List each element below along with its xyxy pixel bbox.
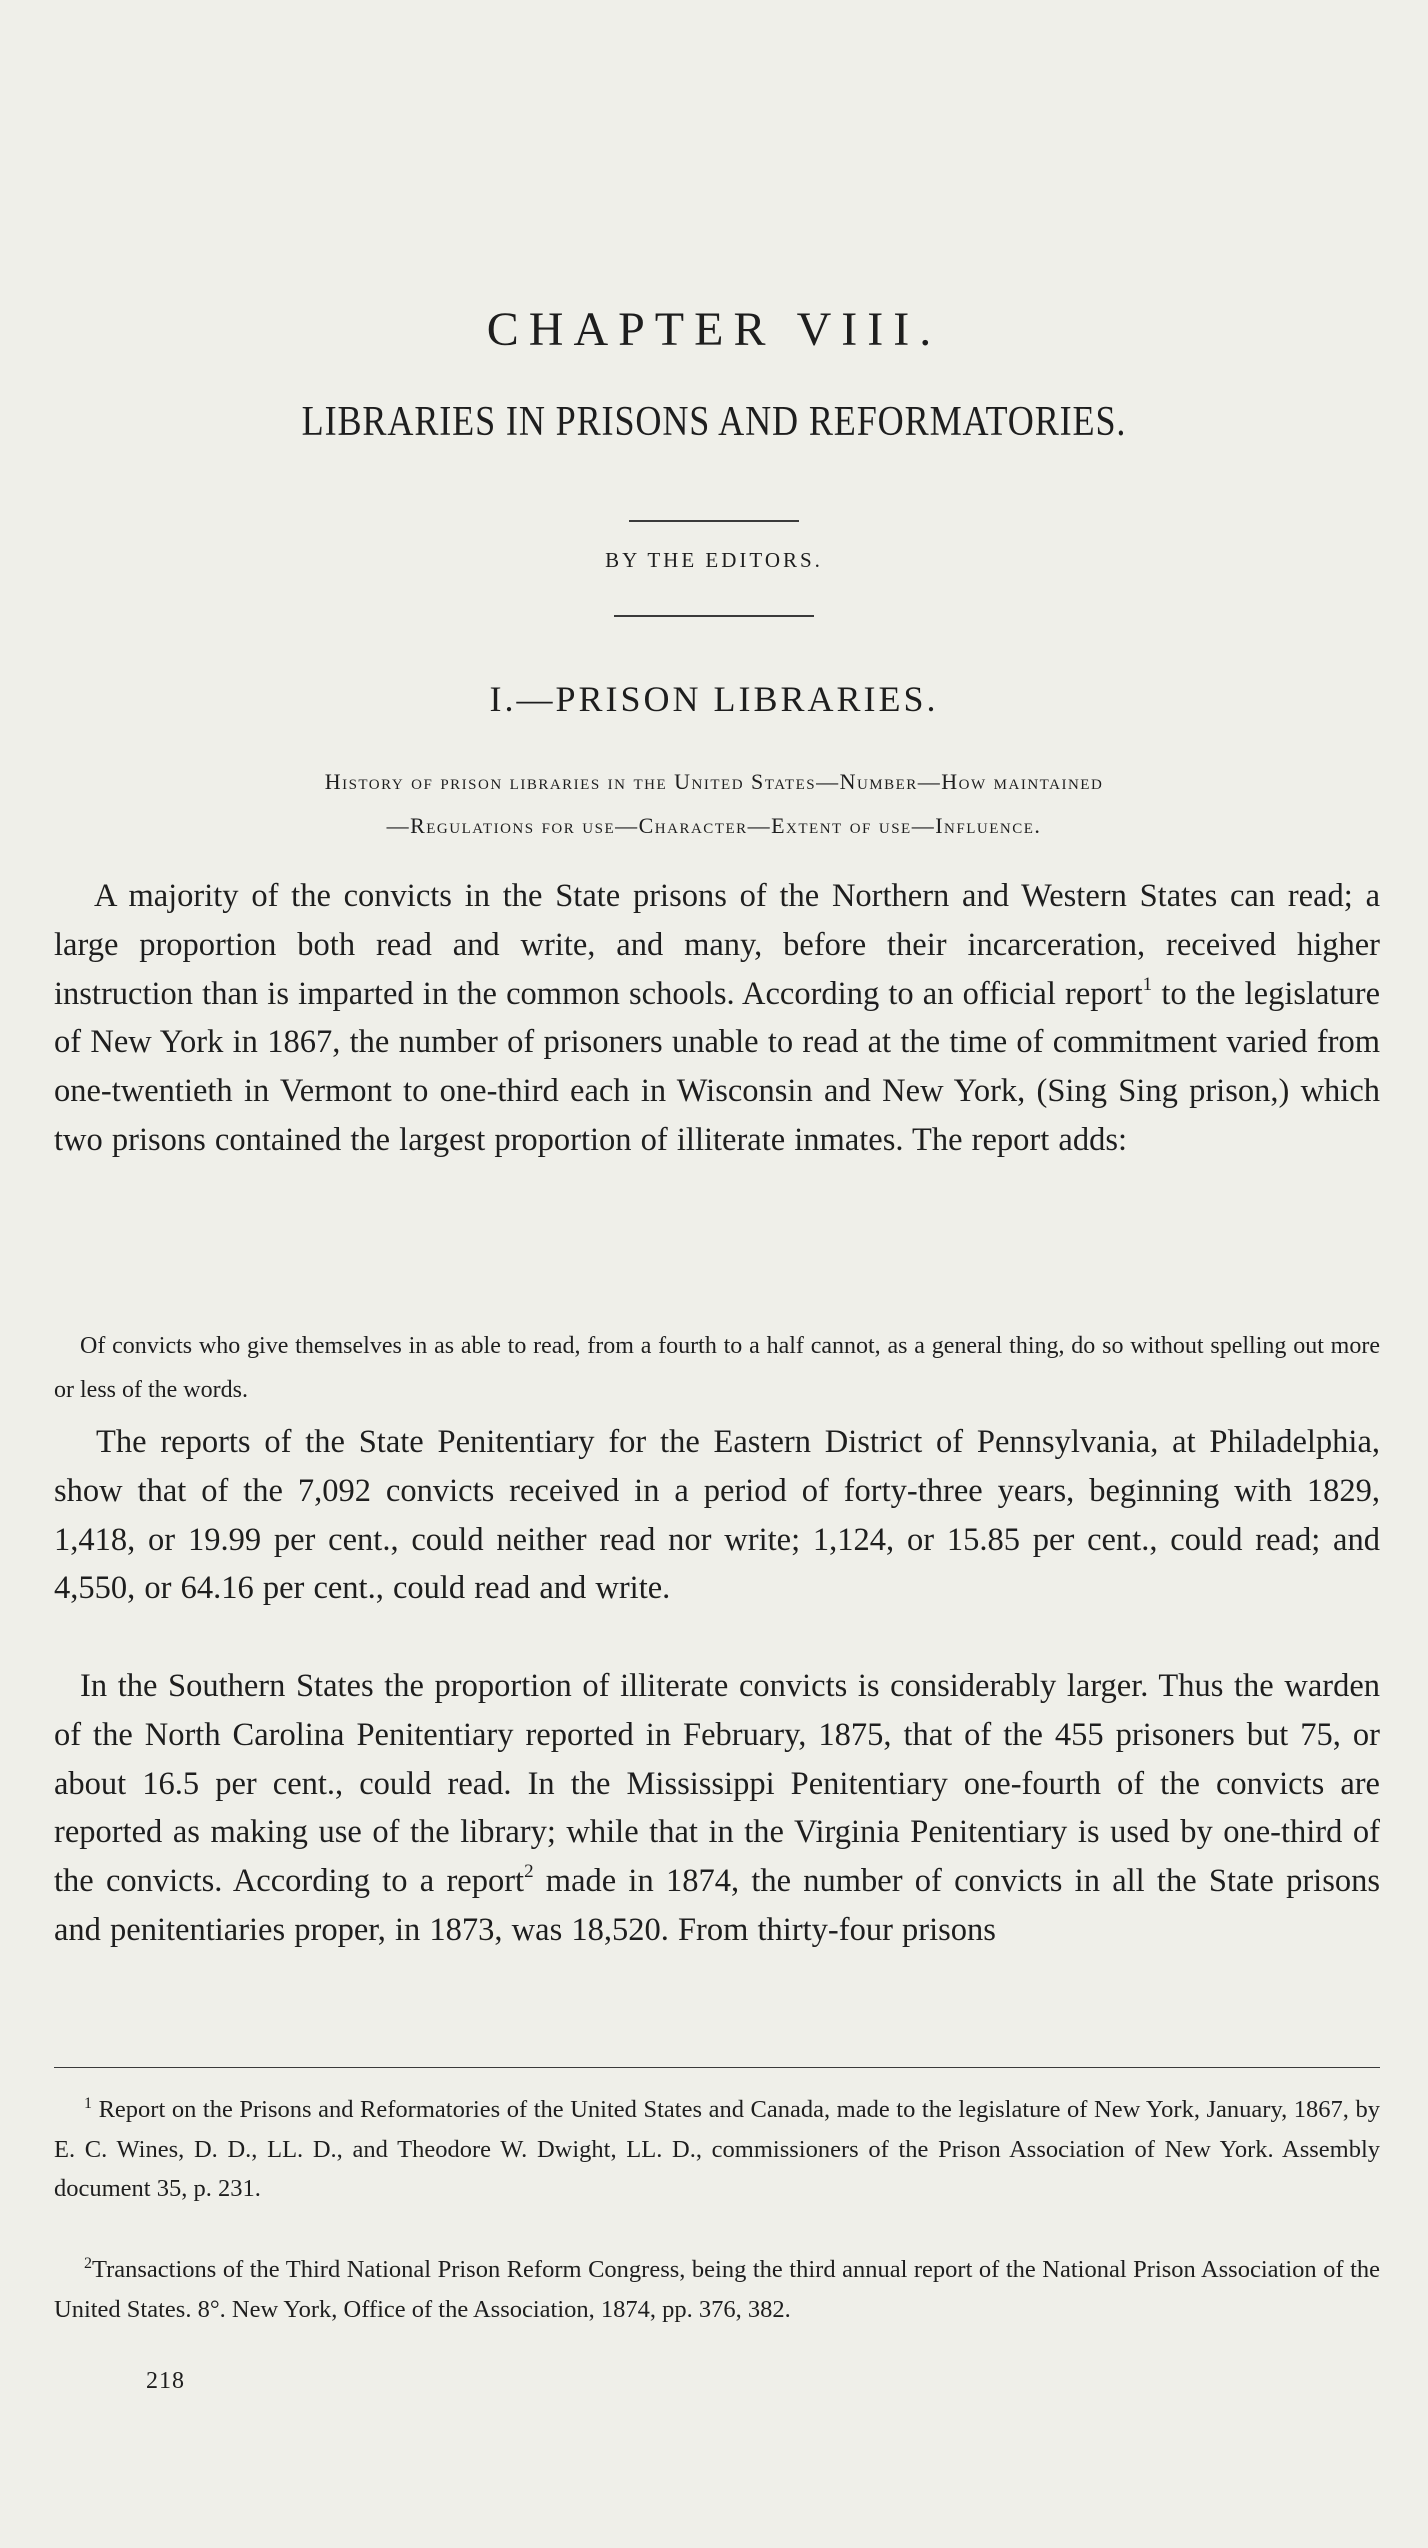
section-summary-line-2: —Regulations for use—Character—Extent of use—Influence. <box>386 813 1042 838</box>
footnote-reference-1: 1 <box>1142 973 1153 995</box>
footnote-2 <box>54 2244 1380 2329</box>
paragraph-pennsylvania-statistics: The reports of the State Penitentiary for the Eastern District of Pennsylvania, at Philadelphia, show that of the 7,092 convicts received in a period of forty-three years, beginning with 1829, 1,418, or 19.99 per cent., could neither read nor write; 1,124, or 15.85 per cent., could read; and 4,550, or 64.16 per cent., could read and write. <box>54 1424 1380 1607</box>
chapter-heading: CHAPTER VIII. <box>486 303 942 356</box>
footnote-divider <box>54 2067 1380 2068</box>
divider-rule-top <box>629 520 799 522</box>
section-summary <box>54 760 1374 848</box>
footnote-1 <box>54 2084 1380 2209</box>
section-heading: I.—PRISON LIBRARIES. <box>489 679 939 719</box>
footnote-reference-2: 2 <box>524 1861 534 1883</box>
page-number: 218 <box>146 2368 185 2394</box>
paragraph-southern-states <box>54 1662 1380 1955</box>
footnote-text: Report on the Prisons and Reformatories of the United States and Canada, made to the legislature of New York, January, 1867, by E. C. Wines, D. D., LL. D., and Theodore W. Dwight, LL. D., commissioners of the Prison Association of New York. Assembly document 35, p. 231. <box>54 2096 1380 2202</box>
byline: BY THE EDITORS. <box>605 548 823 572</box>
block-quote: Of convicts who give themselves in as able to read, from a fourth to a half cannot, as a general thing, do so without spelling out more or less of the words. <box>54 1333 1380 1403</box>
paragraph-text: In the Southern States the proportion of illiterate convicts is considerably larger. Thus the warden of the North Carolina Penitentiary reported in February, 1875, that of the 455 prisoners but 75, or about 16.5 per cent., could read. In the Mississippi Penitentiary one-fourth of the convicts are reported as making use of the library; while that in the Virginia Penitentiary is used by one-third of the convicts. According to a report <box>54 1668 1380 1900</box>
chapter-title: LIBRARIES IN PRISONS AND REFORMATORIES. <box>301 399 1127 445</box>
paragraph-text: A majority of the convicts in the State prisons of the Northern and Western States can read; a large proportion both read and write, and many, before their incarceration, received higher instruction than is imparted in the common schools. According to an official report <box>54 878 1380 1012</box>
section-summary-line-1: History of prison libraries in the United States—Number—How maintained <box>324 769 1104 794</box>
paragraph-literacy-northern-states <box>54 872 1380 1165</box>
footnote-mark: 1 <box>84 2095 92 2112</box>
footnote-text: Transactions of the Third National Prison Reform Congress, being the third annual report of the National Prison Association of the United States. 8°. New York, Office of the Association, 1874, pp. 376, 382. <box>54 2256 1380 2323</box>
divider-rule-bottom <box>614 615 814 617</box>
paragraph-text: to the legislature of New York in 1867, the number of prisoners unable to read at the time of commitment varied from one-twentieth in Vermont to one-third each in Wisconsin and New York, (Sing Sing prison,) which two prisons contained the largest proportion of illiterate inmates. The report adds: <box>54 975 1380 1158</box>
footnote-mark: 2 <box>84 2255 92 2272</box>
paragraph-text: made in 1874, the number of convicts in all the State prisons and penitentiaries proper, in 1873, was 18,520. From thirty-four prisons <box>54 1863 1381 1948</box>
